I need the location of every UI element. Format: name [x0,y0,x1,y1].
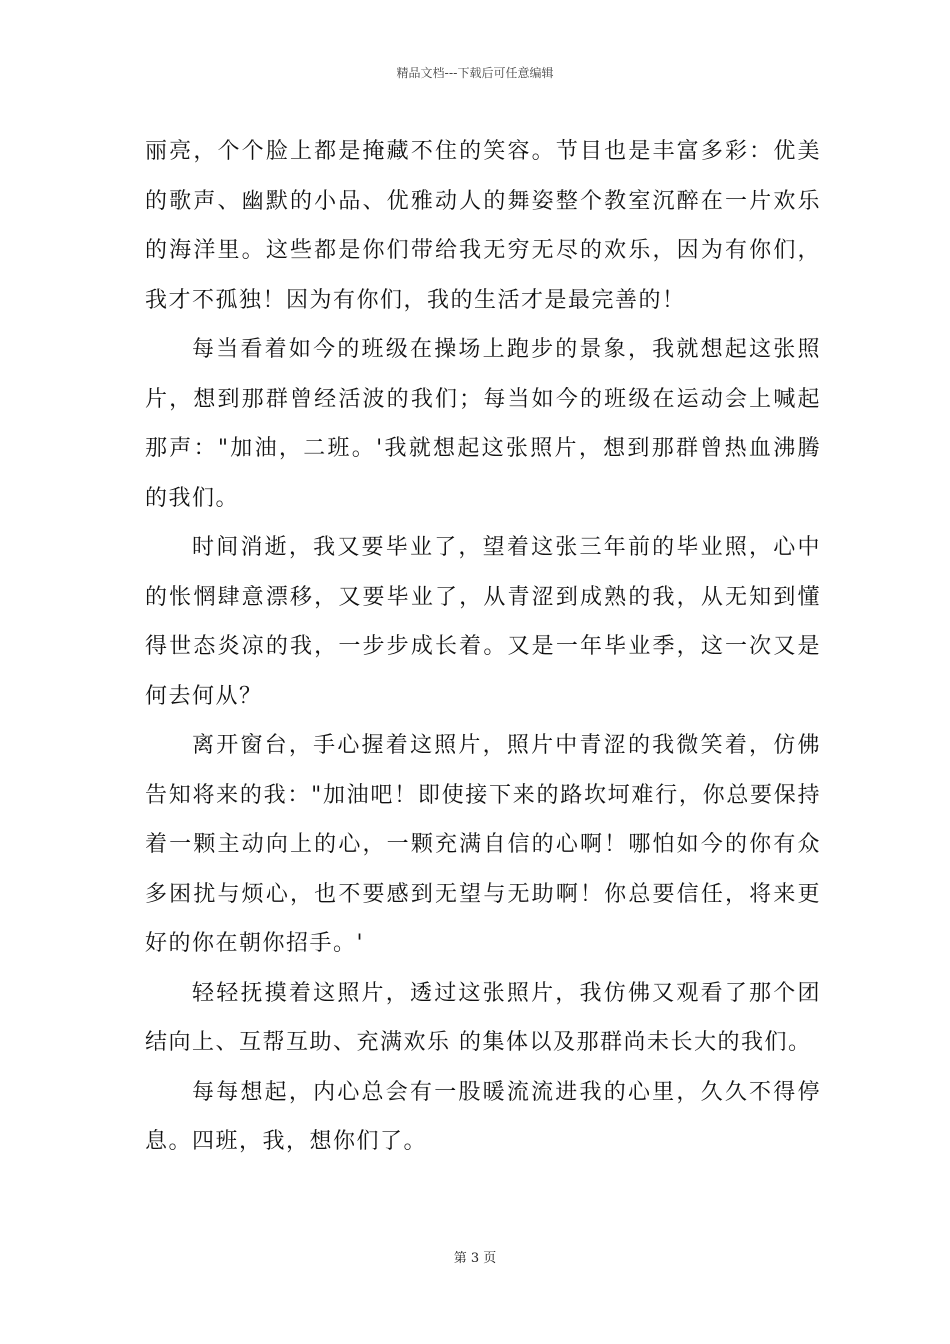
paragraph-continued: 丽亮，个个脸上都是掩藏不住的笑容。节目也是丰富多彩：优美的歌声、幽默的小品、优雅动人的舞姿整个教室沉醉在一片欢乐的海洋里。这些都是你们带给我无穷无尽的欢乐，因为有你们，我才不孤独！因为有你们，我的生活才是最完善的！ [145,139,821,313]
paragraph: 每每想起，内心总会有一股暖流流进我的心里，久久不得停息。四班，我，想你们了。 [145,1079,821,1154]
paragraph: 轻轻抚摸着这照片，透过这张照片，我仿佛又观看了那个团结向上、互帮互助、充满欢乐 的集体以及那群尚未长大的我们。 [145,980,821,1055]
document-body [145,127,821,1167]
paragraph: 每当看着如今的班级在操场上跑步的景象，我就想起这张照片，想到那群曾经活波的我们；每当如今的班级在运动会上喊起那声："加油，二班。'我就想起这张照片，想到那群曾热血沸腾的我们。 [145,337,821,511]
page-number: 第 3 页 [453,1251,497,1266]
paragraph: 时间消逝，我又要毕业了，望着这张三年前的毕业照，心中的怅惘肆意漂移，又要毕业了，从青涩到成熟的我，从无知到懂得世态炎凉的我，一步步成长着。又是一年毕业季，这一次又是何去何从？ [145,535,821,709]
paragraph: 离开窗台，手心握着这照片，照片中青涩的我微笑着，仿佛告知将来的我："加油吧！即使接下来的路坎坷难行，你总要保持着一颗主动向上的心，一颗充满自信的心啊！哪怕如今的你有众多困扰与烦心，也不要感到无望与无助啊！你总要信任，将来更好的你在朝你招手。' [145,733,821,956]
page-header: 精品文档---下载后可任意编辑 [396,66,554,80]
